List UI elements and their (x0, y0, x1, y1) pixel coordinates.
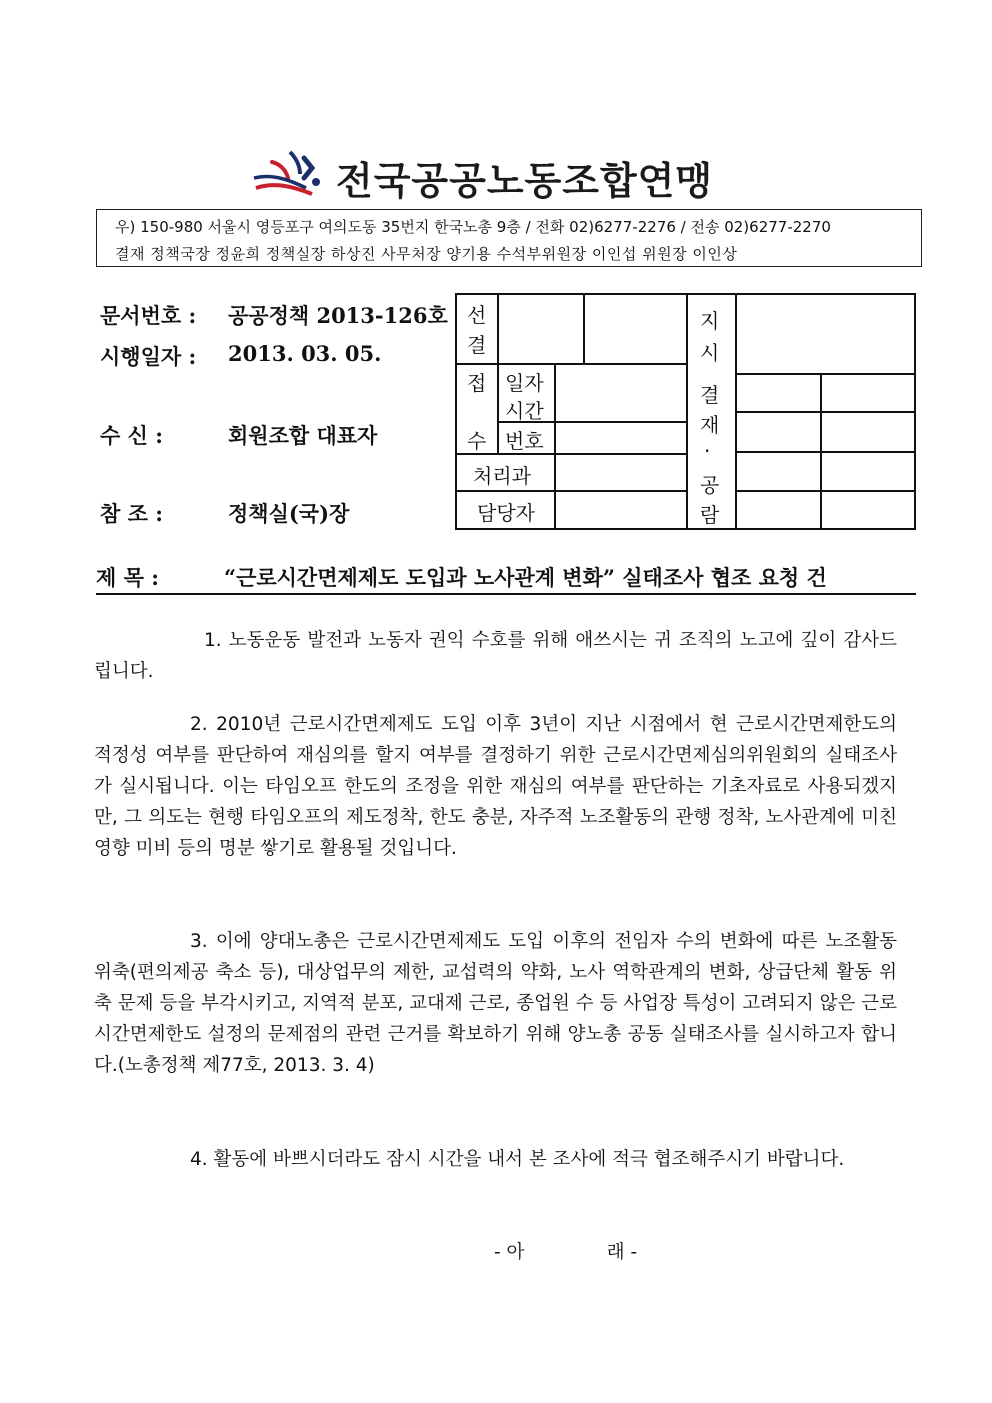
recipient-field (100, 420, 378, 450)
grid-label-si: 시 (700, 341, 720, 365)
grid-label-ji: 지 (700, 309, 720, 333)
approval-stamp-grid (455, 293, 916, 530)
address-line: 우) 150-980 서울시 영등포구 여의도동 35번지 한국노총 9층 / 전화 02)6277-2276 / 전송 02)6277-2270 (115, 218, 831, 236)
grid-label-cheorigwa: 처리과 (473, 464, 531, 488)
reference-label: 참 조 : (100, 501, 163, 526)
subject-line (96, 562, 916, 592)
doc-number-field (100, 300, 448, 330)
grid-label-ram: 람 (700, 503, 720, 527)
subject-underline (96, 593, 916, 595)
reference-value: 정책실(국)장 (228, 501, 350, 526)
grid-label-gyeol: 결 (467, 333, 487, 357)
grid-label-gyeol2: 결 (700, 383, 720, 407)
doc-number-value: 공공정책 2013-126호 (228, 303, 448, 328)
date-field (100, 341, 382, 371)
grid-label-ilja: 일자 (505, 371, 544, 395)
grid-label-seon: 선 (467, 303, 487, 327)
address-box (96, 209, 922, 267)
date-label: 시행일자 : (100, 344, 197, 369)
recipient-value: 회원조합 대표자 (228, 423, 378, 448)
body-paragraph-2: 2. 2010년 근로시간면제제도 도입 이후 3년이 지난 시점에서 현 근로시간면제한도의 적정성 여부를 판단하여 재심의를 할지 여부를 결정하기 위한 근로시간면제심의위원회의 실태조사가 실시됩니다. 이는 타임오프 한도의 조정을 위한 재심의 여부를 판단하는 기초자료로 사용되겠지만, 그 의도는 현행 타임오프의 제도정착, 한도 충분, 자주적 노조활동의 관행 정착, 노사관계에 미친 영향 미비 등의 명분 쌓기로 활용될 것입니다. (94, 714, 897, 859)
grid-label-gong: 공 (700, 473, 720, 497)
body-paragraph-3: 3. 이에 양대노총은 근로시간면제제도 도입 이후의 전임자 수의 변화에 따른 노조활동 위축(편의제공 축소 등), 대상업무의 제한, 교섭력의 약화, 노사 역학관계의 변화, 상급단체 활동 위축 문제 등을 부각시키고, 지역적 분포, 교대제 근로, 종업원 수 등 사업장 특성이 고려되지 않은 근로시간면제한도 설정의 문제점의 관련 근거를 확보하기 위해 양노총 공동 실태조사를 실시하고자 합니다.(노총정책 제77호, 2013. 3. 4) (94, 931, 897, 1076)
union-logo-icon (250, 148, 332, 198)
grid-label-jeop: 접 (467, 371, 487, 395)
body-paragraph-1: 1. 노동운동 발전과 노동자 권익 수호를 위해 애쓰시는 귀 조직의 노고에 깊이 감사드립니다. (94, 630, 897, 682)
grid-label-jae: 재 (700, 413, 720, 437)
org-name: 전국공공노동조합연맹 (336, 159, 714, 203)
grid-label-beonho: 번호 (505, 429, 544, 453)
grid-label-sigan: 시간 (505, 399, 544, 423)
closing-heading: - 아 래 - (494, 1242, 638, 1263)
subject-text: “근로시간면제제도 도입과 노사관계 변화” 실태조사 협조 요청 건 (224, 565, 827, 590)
approval-chain-line: 결재 정책국장 정윤희 정책실장 하상진 사무처장 양기용 수석부위원장 이인섭 위원장 이인상 (115, 245, 738, 263)
grid-label-su: 수 (467, 429, 487, 453)
grid-label-dot: · (704, 439, 711, 463)
body-paragraph-4: 4. 활동에 바쁘시더라도 잠시 시간을 내서 본 조사에 적극 협조해주시기 바랍니다. (190, 1149, 845, 1170)
recipient-label: 수 신 : (100, 423, 163, 448)
date-value: 2013. 03. 05. (228, 341, 382, 366)
reference-field (100, 498, 350, 528)
grid-label-damdangja: 담당자 (477, 501, 535, 525)
subject-label: 제 목 : (96, 565, 159, 590)
doc-number-label: 문서번호 : (100, 303, 197, 328)
